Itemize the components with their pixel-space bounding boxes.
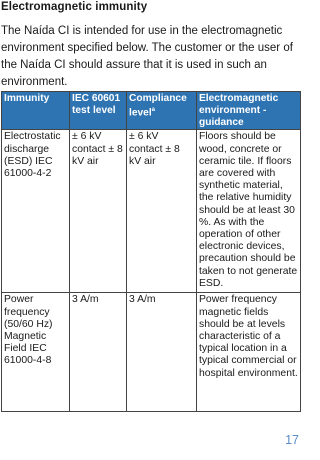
header-environment-guidance: Electromagnetic environment - guidance [197, 92, 301, 130]
table-row [2, 130, 301, 293]
section-heading: Electromagnetic immunity [1, 1, 148, 13]
header-iec-test-level: IEC 60601 test level [70, 92, 127, 130]
page-number: 17 [285, 433, 299, 447]
cell-environment-guidance: Power frequency magnetic fields should be at levels characteristic of a typical location in a typical commercial or hospital environment. [197, 293, 301, 412]
header-compliance-level [127, 92, 197, 130]
table-row [2, 293, 301, 412]
cell-immunity: Power frequency (50/60 Hz) Magnetic Field IEC 61000-4-8 [2, 293, 70, 412]
cell-environment-guidance: Floors should be wood, concrete or ceramic tile. If floors are covered with synthetic material, the relative humidity should be at least 30 %. As with the operation of other electronic devices, precaution should be taken to not generate ESD. [197, 130, 301, 293]
footnote-marker: a [151, 106, 156, 113]
cell-immunity: Electrostatic discharge (ESD) IEC 61000-4-2 [2, 130, 70, 293]
intro-paragraph: The Naída CI is intended for use in the electromagnetic environment specified below. The customer or the user of the Naída CI should assure that it is used in such an environment. [1, 25, 293, 88]
cell-iec-test-level: 3 A/m [70, 293, 127, 412]
cell-compliance-level: 3 A/m [127, 293, 197, 412]
cell-iec-test-level: ± 6 kV contact ± 8 kV air [70, 130, 127, 293]
header-compliance-label: Compliance level [129, 93, 187, 119]
table-header-row [2, 92, 301, 130]
cell-compliance-level: ± 6 kV contact ± 8 kV air [127, 130, 197, 293]
header-immunity: Immunity [2, 92, 70, 130]
immunity-table [1, 91, 301, 412]
